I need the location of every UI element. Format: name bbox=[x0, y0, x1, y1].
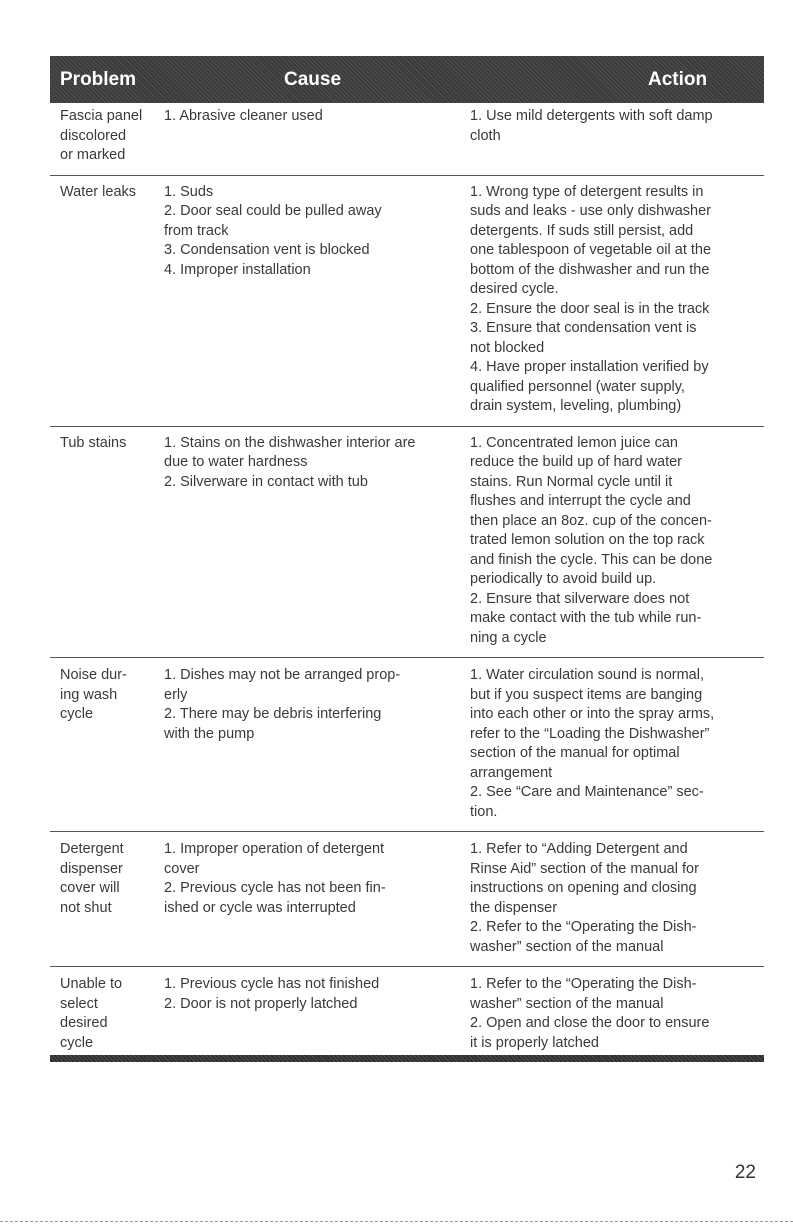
cause-cell: 1. Dishes may not be arranged prop- erly 2. There may be debris interfering with the pump bbox=[164, 667, 401, 742]
cause-cell: 1. Abrasive cleaner used bbox=[164, 108, 323, 124]
action-cell: 1. Water circulation sound is normal, but if you suspect items are banging into each other or into the spray arms, refer to the “Loading the Dishwasher” section of the manual for optimal arrangement 2. See “Care and Maintenance” sec- tion. bbox=[470, 667, 715, 820]
problem-cell: Fascia panel discolored or marked bbox=[60, 108, 143, 163]
cause-column-header: Cause bbox=[284, 68, 342, 90]
action-cell: 1. Wrong type of detergent results in suds and leaks - use only dishwasher detergents. If suds still persist, add one tablespoon of vegetable oil at the bottom of the dishwasher and run the desired cycle. 2. Ensure the door seal is in the track 3. Ensure that condensation vent is not blocked 4. Have proper installation verified by qualified personnel (water supply, drain system, leveling, plumbing) bbox=[470, 183, 712, 414]
troubleshooting-table bbox=[50, 56, 764, 1062]
action-cell: 1. Refer to the “Operating the Dish- washer” section of the manual 2. Open and close the door to ensure it is properly latched bbox=[470, 976, 710, 1051]
table-row bbox=[50, 657, 764, 831]
action-column-header: Action bbox=[648, 68, 708, 90]
table-bottom-bar bbox=[50, 1055, 764, 1062]
page-bottom-rule bbox=[0, 1221, 793, 1222]
page-number: 22 bbox=[734, 1162, 756, 1183]
action-cell: 1. Refer to “Adding Detergent and Rinse Aid” section of the manual for instructions on opening and closing the dispenser 2. Refer to the “Operating the Dish- washer” section of the manual bbox=[470, 841, 699, 955]
cause-cell: 1. Improper operation of detergent cover 2. Previous cycle has not been fin- ished or cycle was interrupted bbox=[164, 841, 386, 916]
table-row bbox=[50, 103, 764, 175]
problem-cell: Unable to select desired cycle bbox=[60, 976, 123, 1051]
cause-cell: 1. Suds 2. Door seal could be pulled away from track 3. Condensation vent is blocked 4. Improper installation bbox=[164, 183, 382, 278]
cause-cell: 1. Previous cycle has not finished 2. Door is not properly latched bbox=[164, 976, 380, 1012]
problem-cell: Water leaks bbox=[60, 183, 137, 200]
problem-column-header: Problem bbox=[60, 68, 137, 90]
problem-cell: Detergent dispenser cover will not shut bbox=[60, 841, 124, 916]
table-row bbox=[50, 831, 764, 966]
cause-cell: 1. Stains on the dishwasher interior are due to water hardness 2. Silverware in contact with tub bbox=[164, 434, 416, 490]
table-row bbox=[50, 966, 764, 1055]
table-header bbox=[50, 56, 764, 103]
action-cell: 1. Use mild detergents with soft damp cloth bbox=[470, 108, 713, 144]
problem-cell: Tub stains bbox=[60, 434, 127, 451]
table-row bbox=[50, 175, 764, 426]
action-cell: 1. Concentrated lemon juice can reduce the build up of hard water stains. Run Normal cycle until it flushes and interrupt the cycle and then place an 8oz. cup of the concen- trated lemon solution on the top rack and finish the cycle. This can be done periodically to avoid build up. 2. Ensure that silverware does not make contact with the tub while run- ning a cycle bbox=[470, 434, 713, 646]
table-row bbox=[50, 426, 764, 658]
problem-cell: Noise dur- ing wash cycle bbox=[60, 667, 127, 722]
